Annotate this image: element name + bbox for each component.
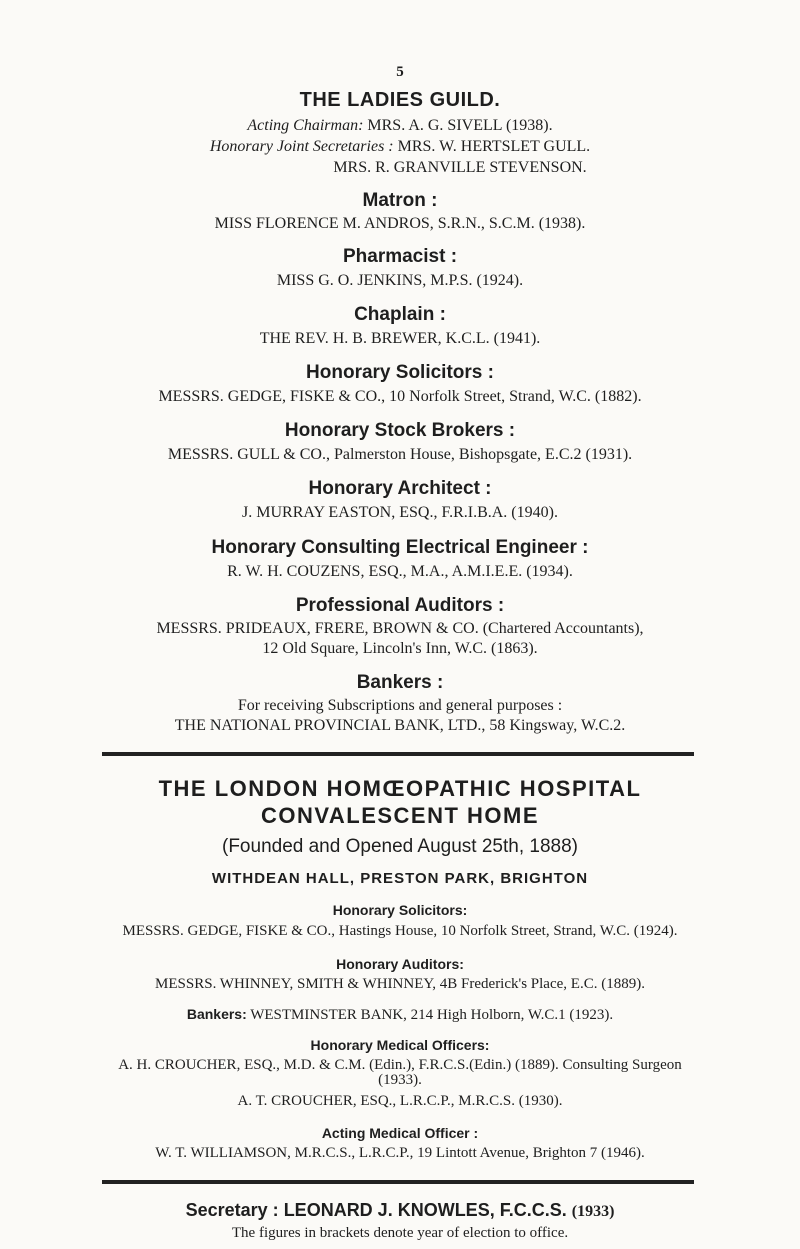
home-bankers-value: WESTMINSTER BANK, 214 High Holborn, W.C.1 (1923). <box>250 1007 614 1023</box>
footer-secretary-line <box>0 1200 800 1221</box>
chairman-value: MRS. A. G. SIVELL (1938). <box>367 117 553 134</box>
chaplain-value: THE REV. H. B. BREWER, K.C.L. (1941). <box>259 330 541 347</box>
home-title-line-2: CONVALESCENT HOME <box>260 803 540 828</box>
guild-title: THE LADIES GUILD. <box>299 89 501 111</box>
solicitors-value: MESSRS. GEDGE, FISKE & CO., 10 Norfolk Street, Strand, W.C. (1882). <box>158 388 642 405</box>
bankers-value-1: For receiving Subscriptions and general purposes : <box>237 697 563 714</box>
divider-rule-bottom <box>102 1180 694 1184</box>
auditors-value-1: MESSRS. PRIDEAUX, FRERE, BROWN & CO. (Chartered Accountants), <box>156 620 644 637</box>
matron-value: MISS FLORENCE M. ANDROS, S.R.N., S.C.M. (1938). <box>214 215 586 232</box>
secretary-year: (1933) <box>571 1203 615 1220</box>
secretaries-value-2: MRS. R. GRANVILLE STEVENSON. <box>333 159 587 176</box>
divider-rule-top <box>102 752 694 756</box>
home-address: WITHDEAN HALL, PRESTON PARK, BRIGHTON <box>211 870 589 887</box>
chaplain-heading: Chaplain : <box>354 304 446 325</box>
pharmacist-heading: Pharmacist : <box>342 246 458 267</box>
chairman-label: Acting Chairman: <box>247 117 364 134</box>
solicitors-heading: Honorary Solicitors : <box>306 362 494 383</box>
bankers-value-2: THE NATIONAL PROVINCIAL BANK, LTD., 58 Kingsway, W.C.2. <box>174 717 626 734</box>
home-founded: (Founded and Opened August 25th, 1888) <box>222 836 578 857</box>
secretaries-value-1: MRS. W. HERTSLET GULL. <box>397 138 591 155</box>
home-acting-heading: Acting Medical Officer : <box>321 1125 479 1141</box>
home-auditors-heading: Honorary Auditors: <box>336 956 464 972</box>
auditors-heading: Professional Auditors : <box>295 595 505 616</box>
footer-note: The figures in brackets denote year of election to office. <box>231 1225 569 1241</box>
secretary-label: Secretary : <box>185 1200 279 1220</box>
page-number: 5 <box>396 64 404 80</box>
stock-brokers-heading: Honorary Stock Brokers : <box>284 420 516 441</box>
pharmacist-value: MISS G. O. JENKINS, M.P.S. (1924). <box>276 272 524 289</box>
architect-value: J. MURRAY EASTON, ESQ., F.R.I.B.A. (1940). <box>242 504 558 521</box>
home-bankers-line <box>0 1006 800 1024</box>
home-medical-value-2: A. T. CROUCHER, ESQ., L.R.C.P., M.R.C.S. (1930). <box>237 1093 563 1109</box>
secretaries-label: Honorary Joint Secretaries : <box>209 138 394 155</box>
home-medical-value-1: A. H. CROUCHER, ESQ., M.D. & C.M. (Edin.), F.R.C.S.(Edin.) (1889). Consulting Surgeon <box>118 1057 682 1073</box>
guild-secretaries-line <box>0 138 800 156</box>
home-acting-value: W. T. WILLIAMSON, M.R.C.S., L.R.C.P., 19 Lintott Avenue, Brighton 7 (1946). <box>155 1145 645 1161</box>
secretary-value: LEONARD J. KNOWLES, F.C.C.S. <box>283 1200 567 1220</box>
home-medical-heading: Honorary Medical Officers: <box>310 1037 490 1053</box>
home-auditors-value: MESSRS. WHINNEY, SMITH & WHINNEY, 4B Frederick's Place, E.C. (1889). <box>155 976 645 992</box>
home-bankers-label: Bankers: <box>186 1006 247 1022</box>
stock-brokers-value: MESSRS. GULL & CO., Palmerston House, Bishopsgate, E.C.2 (1931). <box>167 446 633 463</box>
home-title-line-1: THE LONDON HOMŒOPATHIC HOSPITAL <box>158 776 642 801</box>
home-solicitors-value: MESSRS. GEDGE, FISKE & CO., Hastings House, 10 Norfolk Street, Strand, W.C. (1924). <box>122 923 678 939</box>
bankers-heading: Bankers : <box>356 672 444 693</box>
home-solicitors-heading: Honorary Solicitors: <box>332 902 468 918</box>
guild-chairman-line <box>0 117 800 135</box>
architect-heading: Honorary Architect : <box>308 478 492 499</box>
engineer-heading: Honorary Consulting Electrical Engineer : <box>211 537 589 558</box>
engineer-value: R. W. H. COUZENS, ESQ., M.A., A.M.I.E.E. (1934). <box>227 563 573 580</box>
matron-heading: Matron : <box>362 190 438 211</box>
home-medical-value-1b: (1933). <box>378 1072 422 1088</box>
auditors-value-2: 12 Old Square, Lincoln's Inn, W.C. (1863). <box>262 640 538 657</box>
